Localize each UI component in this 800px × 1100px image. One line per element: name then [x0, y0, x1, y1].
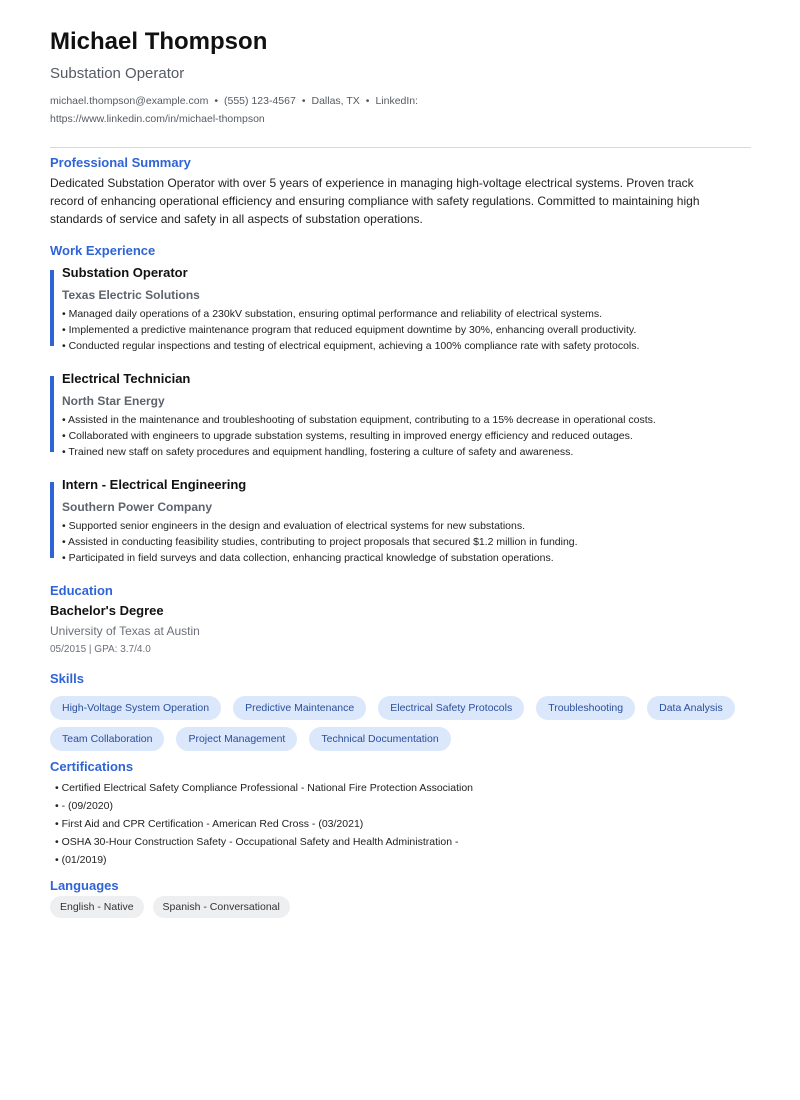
certification-item: • OSHA 30-Hour Construction Safety - Occupational Safety and Health Administration -: [55, 836, 459, 848]
job-bullet: • Trained new staff on safety procedures and equipment handling, fostering a culture of safety and awareness.: [62, 446, 574, 458]
section-title-education: Education: [50, 583, 113, 598]
header-divider: [50, 147, 751, 148]
school: University of Texas at Austin: [50, 624, 200, 638]
languages-list: [50, 896, 750, 918]
job-bullets: [62, 412, 750, 460]
job-entry: [50, 476, 750, 566]
job-accent-bar: [50, 270, 54, 346]
education-meta: 05/2015 | GPA: 3.7/4.0: [50, 644, 151, 655]
job-bullet: • Collaborated with engineers to upgrade substation systems, resulting in improved energy efficiency and reduced outages.: [62, 430, 633, 442]
job-accent-bar: [50, 376, 54, 452]
skill-chip: Project Management: [176, 727, 297, 751]
section-title-certifications: Certifications: [50, 759, 134, 774]
job-entry: [50, 370, 750, 460]
summary-text: Dedicated Substation Operator with over 5 years of experience in managing high-voltage electrical systems. Proven track record of enhancing operational efficiency and ensuring compliance with safety regulations. Committed to maintaining high standards of service and safety in all aspects of substation operations.: [50, 176, 700, 226]
skill-chip: Technical Documentation: [309, 727, 450, 751]
job-bullets: [62, 518, 750, 566]
skill-chip: Team Collaboration: [50, 727, 164, 751]
job-company: North Star Energy: [62, 394, 165, 408]
section-title-languages: Languages: [50, 878, 119, 893]
skill-chip: High-Voltage System Operation: [50, 696, 221, 720]
contact-separator: •: [365, 95, 370, 107]
skills-list: [50, 696, 740, 751]
job-role: Intern - Electrical Engineering: [62, 477, 247, 492]
skill-chip: Electrical Safety Protocols: [378, 696, 524, 720]
degree: Bachelor's Degree: [50, 603, 164, 618]
linkedin-label: LinkedIn:: [375, 95, 419, 107]
certification-item: • - (09/2020): [55, 800, 113, 812]
location: Dallas, TX: [311, 95, 360, 107]
contact-separator: •: [301, 95, 306, 107]
certification-item: • First Aid and CPR Certification - American Red Cross - (03/2021): [55, 818, 364, 830]
job-bullet: • Participated in field surveys and data collection, enhancing practical knowledge of substation operations.: [62, 552, 554, 564]
linkedin-link[interactable]: https://www.linkedin.com/in/michael-thompson: [50, 113, 265, 125]
candidate-title: Substation Operator: [50, 65, 185, 82]
job-bullet: • Implemented a predictive maintenance program that reduced equipment downtime by 30%, enhancing overall productivity.: [62, 324, 637, 336]
email-link[interactable]: michael.thompson@example.com: [50, 95, 209, 107]
job-bullet: • Assisted in conducting feasibility studies, contributing to project proposals that secured $1.2 million in funding.: [62, 536, 578, 548]
job-company: Texas Electric Solutions: [62, 288, 200, 302]
certification-item: • (01/2019): [55, 854, 107, 866]
job-bullet: • Managed daily operations of a 230kV substation, ensuring optimal performance and reliability of electrical systems.: [62, 308, 603, 320]
contact-separator: •: [214, 95, 218, 107]
language-chip: English - Native: [50, 896, 144, 918]
language-chip: Spanish - Conversational: [153, 896, 290, 918]
job-bullets: [62, 306, 750, 354]
job-bullet: • Assisted in the maintenance and troubleshooting of substation equipment, contributing to a 15% decrease in operational costs.: [62, 414, 656, 426]
section-title-experience: Work Experience: [50, 243, 156, 258]
job-bullet: • Supported senior engineers in the design and evaluation of electrical systems for new substations.: [62, 520, 526, 532]
contact-info: [50, 92, 480, 128]
candidate-name: Michael Thompson: [50, 28, 268, 55]
job-entry: [50, 264, 750, 354]
skill-chip: Troubleshooting: [536, 696, 635, 720]
job-company: Southern Power Company: [62, 500, 213, 514]
job-role: Substation Operator: [62, 265, 188, 280]
section-title-summary: Professional Summary: [50, 155, 191, 170]
skill-chip: Data Analysis: [647, 696, 735, 720]
phone-number: (555) 123-4567: [224, 95, 296, 107]
certification-item: • Certified Electrical Safety Compliance Professional - National Fire Protection Association: [55, 782, 474, 794]
job-role: Electrical Technician: [62, 371, 191, 386]
section-title-skills: Skills: [50, 671, 84, 686]
skill-chip: Predictive Maintenance: [233, 696, 366, 720]
job-accent-bar: [50, 482, 54, 558]
certifications-list: [50, 779, 750, 869]
job-bullet: • Conducted regular inspections and testing of electrical equipment, achieving a 100% compliance rate with safety protocols.: [62, 340, 640, 352]
